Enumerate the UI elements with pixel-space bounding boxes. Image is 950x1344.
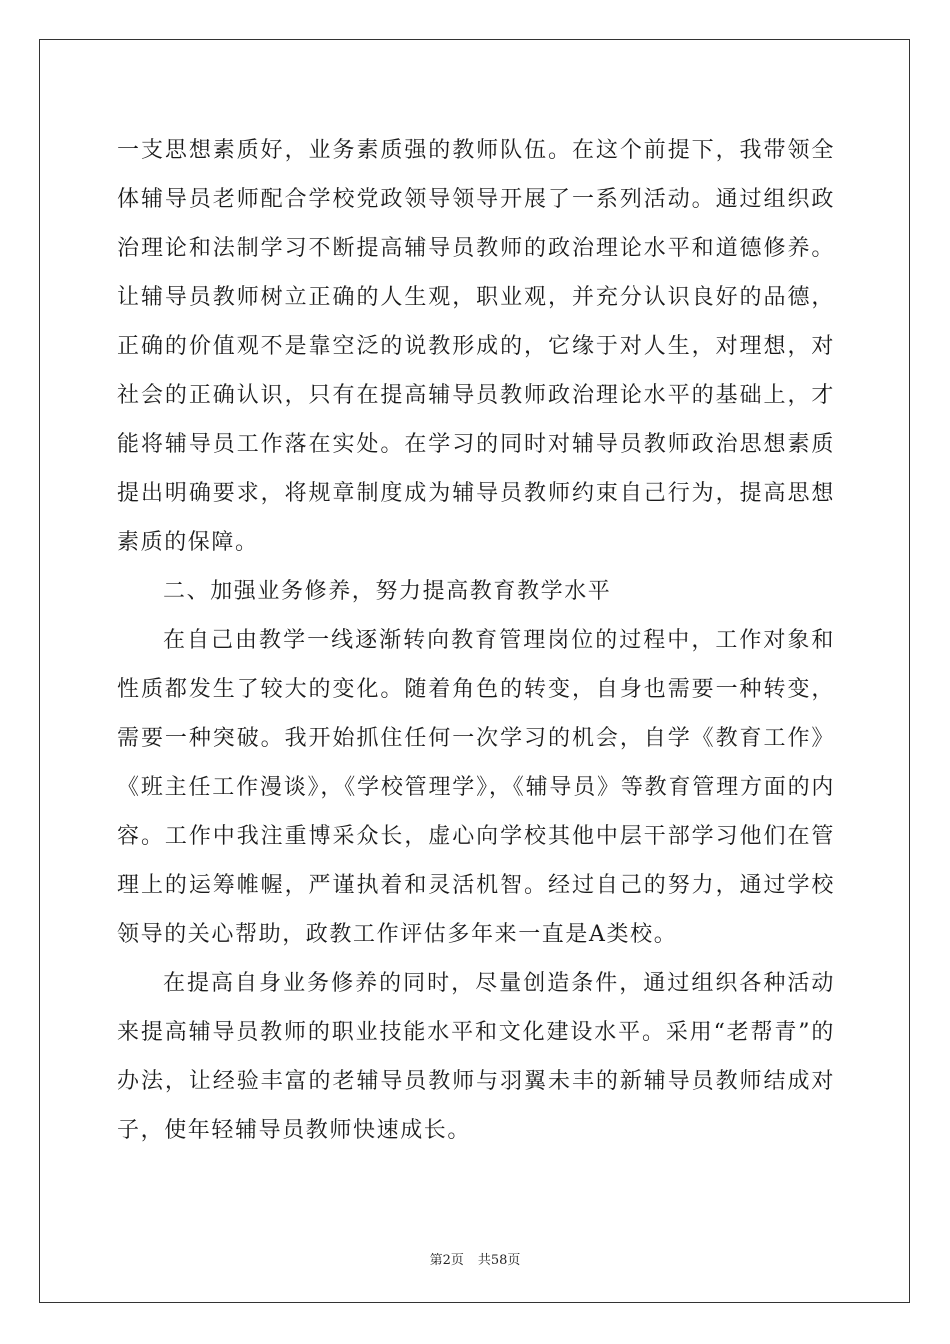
document-body	[117, 126, 835, 1155]
paragraph-body: 在提高自身业务修养的同时，尽量创造条件，通过组织各种活动来提高辅导员教师的职业技能水平和文化建设水平。采用“老帮青”的办法，让经验丰富的老辅导员教师与羽翼未丰的新辅导员教师结成对子，使年轻辅导员教师快速成长。	[117, 971, 835, 1143]
paragraph-body: 在自己由教学一线逐渐转向教育管理岗位的过程中，工作对象和性质都发生了较大的变化。随着角色的转变，自身也需要一种转变，需要一种突破。我开始抓住任何一次学习的机会，自学《教育工作》《班主任工作漫谈》，《学校管理学》，《辅导员》等教育管理方面的内容。工作中我注重博采众长，虚心向学校其他中层干部学习他们在管理上的运筹帷幄，严谨执着和灵活机智。经过自己的努力，通过学校领导的关心帮助，政教工作评估多年来一直是A类校。	[117, 628, 835, 947]
paragraph-continuation: 一支思想素质好，业务素质强的教师队伍。在这个前提下，我带领全体辅导员老师配合学校党政领导领导开展了一系列活动。通过组织政治理论和法制学习不断提高辅导员教师的政治理论水平和道德修养。让辅导员教师树立正确的人生观，职业观，并充分认识良好的品德，正确的价值观不是靠空泛的说教形成的，它缘于对人生，对理想，对社会的正确认识，只有在提高辅导员教师政治理论水平的基础上，才能将辅导员工作落在实处。在学习的同时对辅导员教师政治思想素质提出明确要求，将规章制度成为辅导员教师约束自己行为，提高思想素质的保障。	[117, 138, 835, 555]
section-heading: 二、加强业务修养，努力提高教育教学水平	[163, 579, 612, 604]
page-total: 共58页	[477, 1253, 521, 1268]
page-number: 第2页	[429, 1253, 464, 1268]
page-footer	[0, 1249, 950, 1268]
